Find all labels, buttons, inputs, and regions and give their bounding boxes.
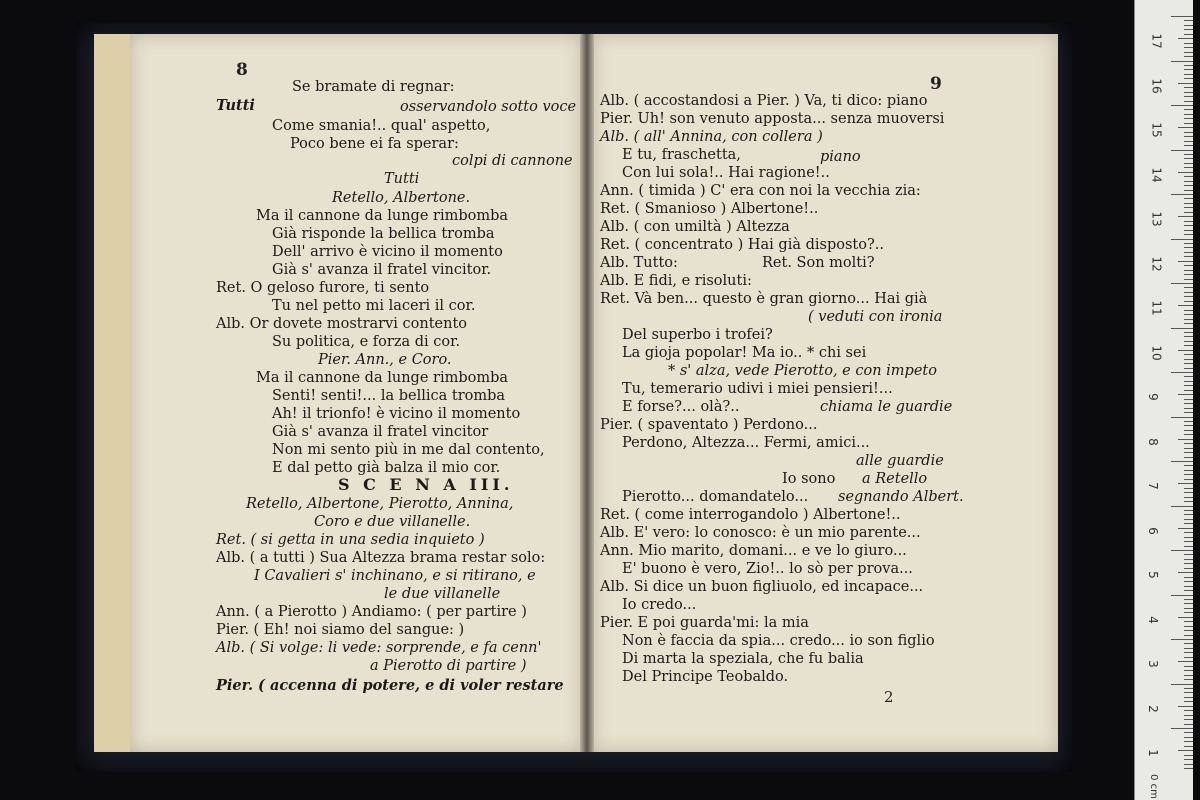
text-line: Retello, Albertone, Pierotto, Annina, (246, 496, 514, 512)
ruler-number: 17 (1149, 33, 1164, 49)
text-line: E tu, fraschetta, (622, 147, 741, 163)
ruler-tick (1184, 234, 1193, 235)
ruler-tick (1184, 612, 1193, 613)
ruler-tick (1184, 643, 1193, 644)
ruler-number: 14 (1149, 166, 1164, 183)
ruler-tick (1178, 750, 1193, 751)
ruler-tick (1184, 118, 1193, 119)
text-line: Alb. E fidi, e risoluti: (600, 273, 752, 289)
ruler-tick (1184, 732, 1193, 733)
ruler-tick (1184, 87, 1193, 88)
ruler-tick (1184, 341, 1193, 342)
text-line: Alb. ( accostandosi a Pier. ) Va, ti dico: piano (600, 93, 928, 109)
ruler-tick (1184, 336, 1193, 337)
ruler-tick (1184, 256, 1193, 257)
ruler-tick (1184, 221, 1193, 222)
ruler-tick (1184, 635, 1193, 636)
text-line: Non è faccia da spia... credo... io son figlio (622, 633, 935, 649)
ruler-tick (1184, 448, 1193, 449)
ruler-tick (1184, 465, 1193, 466)
text-line: Io sono (782, 471, 836, 487)
ruler-tick (1184, 154, 1193, 155)
ruler-tick (1184, 710, 1193, 711)
ruler-tick (1171, 16, 1193, 17)
ruler-tick (1184, 399, 1193, 400)
ruler-tick (1184, 697, 1193, 698)
text-line: Già risponde la bellica tromba (272, 226, 495, 242)
ruler-tick (1184, 501, 1193, 502)
ruler-tick (1171, 105, 1193, 106)
ruler-tick (1171, 372, 1193, 373)
ruler-tick (1171, 61, 1193, 62)
ruler-tick (1184, 648, 1193, 649)
ruler-tick (1184, 532, 1193, 533)
text-line: Se bramate di regnar: (292, 79, 455, 95)
ruler-tick (1184, 301, 1193, 302)
ruler-tick (1184, 403, 1193, 404)
ruler-tick (1184, 452, 1193, 453)
ruler-tick (1184, 724, 1193, 725)
ruler-tick (1184, 292, 1193, 293)
text-line: Con lui sola!.. Hai ragione!.. (622, 165, 830, 181)
text-line: Ma il cannone da lunge rimbomba (256, 208, 509, 224)
ruler-tick (1178, 394, 1193, 395)
text-line: ( veduti con ironia (808, 309, 943, 325)
ruler-tick (1184, 563, 1193, 564)
text-line: Ma il cannone da lunge rimbomba (256, 370, 509, 386)
ruler-number: 4 (1145, 615, 1160, 624)
ruler-number: 8 (1145, 437, 1160, 446)
ruler-tick (1184, 207, 1193, 208)
ruler-tick (1184, 670, 1193, 671)
text-line: Tu, temerario udivi i miei pensieri!... (622, 381, 893, 397)
ruler-tick (1184, 109, 1193, 110)
ruler-tick (1184, 510, 1193, 511)
ruler-tick (1184, 20, 1193, 21)
ruler-tick (1184, 390, 1193, 391)
text-line: Del Principe Teobaldo. (622, 669, 789, 685)
ruler-tick (1184, 279, 1193, 280)
text-line: Pier. Ann., e Coro. (318, 352, 452, 368)
ruler-tick (1184, 626, 1193, 627)
text-line: Su politica, e forza di cor. (272, 334, 461, 350)
ruler-tick (1184, 679, 1193, 680)
text-line: Tutti (384, 171, 420, 187)
ruler-number: 11 (1149, 300, 1164, 316)
ruler-tick (1171, 506, 1193, 507)
ruler-tick (1184, 56, 1193, 57)
text-line: alle guardie (856, 453, 944, 469)
text-line: Alb. Or dovete mostrarvi contento (216, 316, 468, 332)
ruler-tick (1184, 65, 1193, 66)
ruler-tick (1178, 350, 1193, 351)
ruler-tick (1178, 127, 1193, 128)
ruler-tick (1184, 176, 1193, 177)
text-line: Poco bene ei fa sperar: (290, 136, 459, 152)
ruler-tick (1184, 568, 1193, 569)
text-line: Pier. Uh! son venuto apposta... senza muoversi (600, 111, 945, 127)
ruler-tick (1184, 96, 1193, 97)
ruler-tick (1184, 688, 1193, 689)
ruler-tick (1184, 225, 1193, 226)
ruler-tick (1184, 514, 1193, 515)
ruler-tick (1184, 425, 1193, 426)
ruler-tick (1184, 47, 1193, 48)
ruler-tick (1184, 546, 1193, 547)
text-line: Alb. ( Si volge: li vede: sorprende, e fa cenn' (216, 640, 542, 656)
ruler-tick (1184, 408, 1193, 409)
ruler-tick (1178, 38, 1193, 39)
ruler-tick (1178, 528, 1193, 529)
ruler-tick (1184, 430, 1193, 431)
text-line: segnando Albert. (838, 489, 964, 505)
ruler-tick (1184, 52, 1193, 53)
ruler-tick (1184, 345, 1193, 346)
ruler-tick (1184, 274, 1193, 275)
ruler-tick (1178, 661, 1193, 662)
ruler-tick (1184, 537, 1193, 538)
ruler-tick (1184, 198, 1193, 199)
ruler-tick (1171, 150, 1193, 151)
text-line: Come smania!.. qual' aspetto, (272, 118, 491, 134)
ruler-tick (1184, 323, 1193, 324)
ruler-tick (1184, 559, 1193, 560)
ruler-tick (1184, 265, 1193, 266)
ruler-tick (1184, 630, 1193, 631)
ruler-tick (1184, 621, 1193, 622)
ruler-tick (1184, 136, 1193, 137)
text-line: * s' alza, vede Pierotto, e con impeto (668, 363, 937, 379)
text-line: Pier. ( accenna di potere, e di voler restare (216, 677, 564, 694)
ruler-tick (1184, 443, 1193, 444)
ruler-tick (1184, 92, 1193, 93)
ruler-tick (1184, 412, 1193, 413)
text-line: Retello, Albertone. (332, 190, 471, 206)
ruler-tick (1184, 332, 1193, 333)
ruler-tick (1184, 43, 1193, 44)
text-line: a Pierotto di partire ) (370, 658, 527, 674)
ruler-tick (1184, 368, 1193, 369)
left-page-number: 8 (236, 60, 248, 80)
ruler-tick (1184, 746, 1193, 747)
ruler-tick (1184, 181, 1193, 182)
ruler-tick (1171, 417, 1193, 418)
ruler-tick (1184, 314, 1193, 315)
text-line: Ah! il trionfo! è vicino il momento (272, 406, 521, 422)
text-line: Ret. ( Smanioso ) Albertone!.. (600, 201, 819, 217)
ruler-tick (1184, 759, 1193, 760)
ruler-tick (1178, 172, 1193, 173)
ruler-tick (1184, 34, 1193, 35)
ruler-tick (1184, 652, 1193, 653)
ruler-tick (1184, 675, 1193, 676)
ruler-tick (1171, 684, 1193, 685)
ruler-number: 5 (1145, 571, 1160, 579)
ruler-tick (1184, 474, 1193, 475)
ruler-tick (1171, 283, 1193, 284)
ruler-tick (1171, 328, 1193, 329)
scene-heading: S C E N A III. (338, 475, 514, 494)
ruler-tick (1184, 497, 1193, 498)
text-line: Alb. ( a tutti ) Sua Altezza brama restar solo: (216, 550, 546, 566)
ruler-tick (1184, 719, 1193, 720)
ruler-tick (1178, 439, 1193, 440)
ruler-tick (1184, 25, 1193, 26)
ruler-tick (1171, 550, 1193, 551)
ruler-tick (1184, 599, 1193, 600)
text-line: Pier. ( spaventato ) Perdono... (600, 417, 818, 433)
text-line: Ret. O geloso furore, ti sento (216, 280, 430, 296)
ruler-number: 1 (1145, 749, 1160, 757)
text-line: piano (820, 149, 861, 165)
ruler-tick (1178, 305, 1193, 306)
text-line: Alb. Si dice un buon figliuolo, ed incapace... (600, 579, 924, 595)
ruler-tick (1171, 461, 1193, 462)
text-line: Tu nel petto mi laceri il cor. (272, 298, 476, 314)
ruler-tick (1184, 114, 1193, 115)
text-line: Ret. Và ben... questo è gran giorno... Hai già (600, 291, 928, 307)
ruler-tick (1184, 296, 1193, 297)
ruler-number: 2 (1145, 704, 1160, 713)
text-line: chiama le guardie (820, 399, 953, 415)
ruler-tick (1184, 768, 1193, 769)
ruler-tick (1184, 230, 1193, 231)
ruler-tick (1184, 737, 1193, 738)
ruler-tick (1184, 123, 1193, 124)
ruler-tick (1184, 385, 1193, 386)
ruler-tick (1178, 216, 1193, 217)
ruler-number: 6 (1145, 526, 1160, 535)
book-gutter (580, 34, 594, 752)
ruler-number: 16 (1149, 77, 1164, 94)
text-line: Pierotto... domandatelo... (622, 489, 809, 505)
text-line: E dal petto già balza il mio cor. (272, 460, 501, 476)
ruler-tick (1184, 69, 1193, 70)
text-line: Ann. ( timida ) C' era con noi la vecchia zia: (600, 183, 921, 199)
ruler-tick (1171, 728, 1193, 729)
ruler-tick (1184, 603, 1193, 604)
ruler-tick (1171, 639, 1193, 640)
text-line: E' buono è vero, Zio!.. lo sò per prova... (622, 561, 913, 577)
ruler-tick (1184, 270, 1193, 271)
text-line: Pier. ( Eh! noi siamo del sangue: ) (216, 622, 465, 638)
ruler-number: 13 (1149, 211, 1164, 227)
ruler-tick (1184, 541, 1193, 542)
ruler-tick (1184, 457, 1193, 458)
text-line: Alb. ( con umiltà ) Altezza (600, 219, 790, 235)
text-line: Del superbo i trofei? (622, 327, 773, 343)
text-line: Coro e due villanelle. (314, 514, 471, 530)
ruler-tick (1184, 74, 1193, 75)
ruler-tick (1184, 141, 1193, 142)
text-line: colpi di cannone (452, 153, 573, 169)
text-line: Tutti (216, 97, 255, 114)
ruler-tick (1184, 376, 1193, 377)
ruler-tick (1171, 595, 1193, 596)
ruler-tick (1184, 101, 1193, 102)
ruler-tick (1184, 132, 1193, 133)
ruler-tick (1184, 354, 1193, 355)
ruler-tick (1184, 158, 1193, 159)
ruler-tick (1184, 203, 1193, 204)
text-line: Già s' avanza il fratel vincitor (272, 424, 489, 440)
text-line: Alb. Tutto: (600, 255, 678, 271)
ruler-tick (1184, 586, 1193, 587)
ruler-tick (1184, 167, 1193, 168)
ruler-tick (1184, 755, 1193, 756)
text-line: Non mi sento più in me dal contento, (272, 442, 545, 458)
ruler-tick (1178, 83, 1193, 84)
ruler-tick (1184, 523, 1193, 524)
ruler-tick (1184, 359, 1193, 360)
ruler-tick (1184, 488, 1193, 489)
ruler-tick (1184, 421, 1193, 422)
text-line: Ann. ( a Pierotto ) Andiamo: ( per partire ) (216, 604, 527, 620)
ruler-tick (1184, 666, 1193, 667)
text-line: Alb. E' vero: lo conosco: è un mio parente... (600, 525, 921, 541)
ruler-tick (1184, 319, 1193, 320)
text-line: Pier. E poi guarda'mi: la mia (600, 615, 809, 631)
ruler-number: 15 (1149, 122, 1164, 138)
ruler-tick (1184, 78, 1193, 79)
text-line: Senti! senti!... la bellica tromba (272, 388, 506, 404)
text-line: Dell' arrivo è vicino il momento (272, 244, 503, 260)
text-line: E forse?... olà?.. (622, 399, 740, 415)
ruler-tick (1184, 479, 1193, 480)
ruler-tick (1178, 261, 1193, 262)
ruler-tick (1184, 554, 1193, 555)
ruler-tick (1184, 692, 1193, 693)
ruler-tick (1184, 163, 1193, 164)
right-page-number: 9 (930, 74, 942, 94)
ruler-tick (1184, 243, 1193, 244)
ruler-number: 10 (1149, 344, 1164, 361)
text-line: Io credo... (622, 597, 697, 613)
ruler-tick (1184, 764, 1193, 765)
ruler-tick (1184, 581, 1193, 582)
ruler-tick (1178, 617, 1193, 618)
text-line: osservandolo sotto voce (400, 99, 577, 115)
ruler-tick (1178, 483, 1193, 484)
ruler-number: 7 (1145, 482, 1160, 490)
ruler-tick (1184, 247, 1193, 248)
ruler-tick (1184, 252, 1193, 253)
ruler-tick (1184, 363, 1193, 364)
ruler-tick (1184, 287, 1193, 288)
text-line: Alb. ( all' Annina, con collera ) (600, 129, 823, 145)
ruler-tick (1184, 212, 1193, 213)
text-line: Ret. ( come interrogandolo ) Albertone!.. (600, 507, 901, 523)
ruler-tick (1178, 572, 1193, 573)
signature-mark: 2 (884, 688, 894, 706)
ruler-tick (1184, 492, 1193, 493)
ruler-tick (1184, 608, 1193, 609)
ruler-tick (1171, 194, 1193, 195)
ruler-tick (1178, 706, 1193, 707)
text-line: I Cavalieri s' inchinano, e si ritirano, e (254, 568, 536, 584)
text-line: Già s' avanza il fratel vincitor. (272, 262, 492, 278)
ruler-tick (1171, 239, 1193, 240)
ruler-unit: 0 cm (1147, 774, 1159, 799)
ruler-tick (1184, 434, 1193, 435)
ruler-number: 12 (1149, 255, 1164, 272)
ruler-tick (1184, 590, 1193, 591)
ruler-tick (1184, 701, 1193, 702)
text-line: le due villanelle (384, 586, 501, 602)
ruler-tick (1184, 577, 1193, 578)
text-line: Di marta la speziala, che fu balia (622, 651, 864, 667)
text-line: Ann. Mio marito, domani... e ve lo giuro... (600, 543, 907, 559)
ruler-tick (1184, 657, 1193, 658)
text-line: Ret. Son molti? (762, 255, 875, 271)
ruler-number: 3 (1145, 660, 1160, 668)
text-line: a Retello (862, 471, 928, 487)
ruler-tick (1184, 310, 1193, 311)
ruler-tick (1184, 519, 1193, 520)
ruler-tick (1184, 381, 1193, 382)
text-line: Ret. ( si getta in una sedia inquieto ) (216, 532, 485, 548)
ruler-tick (1184, 715, 1193, 716)
measurement-ruler (1134, 0, 1193, 800)
text-line: Ret. ( concentrato ) Hai già disposto?.. (600, 237, 884, 253)
text-line: Perdono, Altezza... Fermi, amici... (622, 435, 870, 451)
ruler-tick (1184, 185, 1193, 186)
ruler-tick (1184, 190, 1193, 191)
text-line: La gioja popolar! Ma io.. * chi sei (622, 345, 867, 361)
ruler-tick (1184, 29, 1193, 30)
ruler-number: 9 (1145, 393, 1160, 401)
ruler-tick (1184, 741, 1193, 742)
ruler-tick (1184, 470, 1193, 471)
ruler-tick (1184, 145, 1193, 146)
